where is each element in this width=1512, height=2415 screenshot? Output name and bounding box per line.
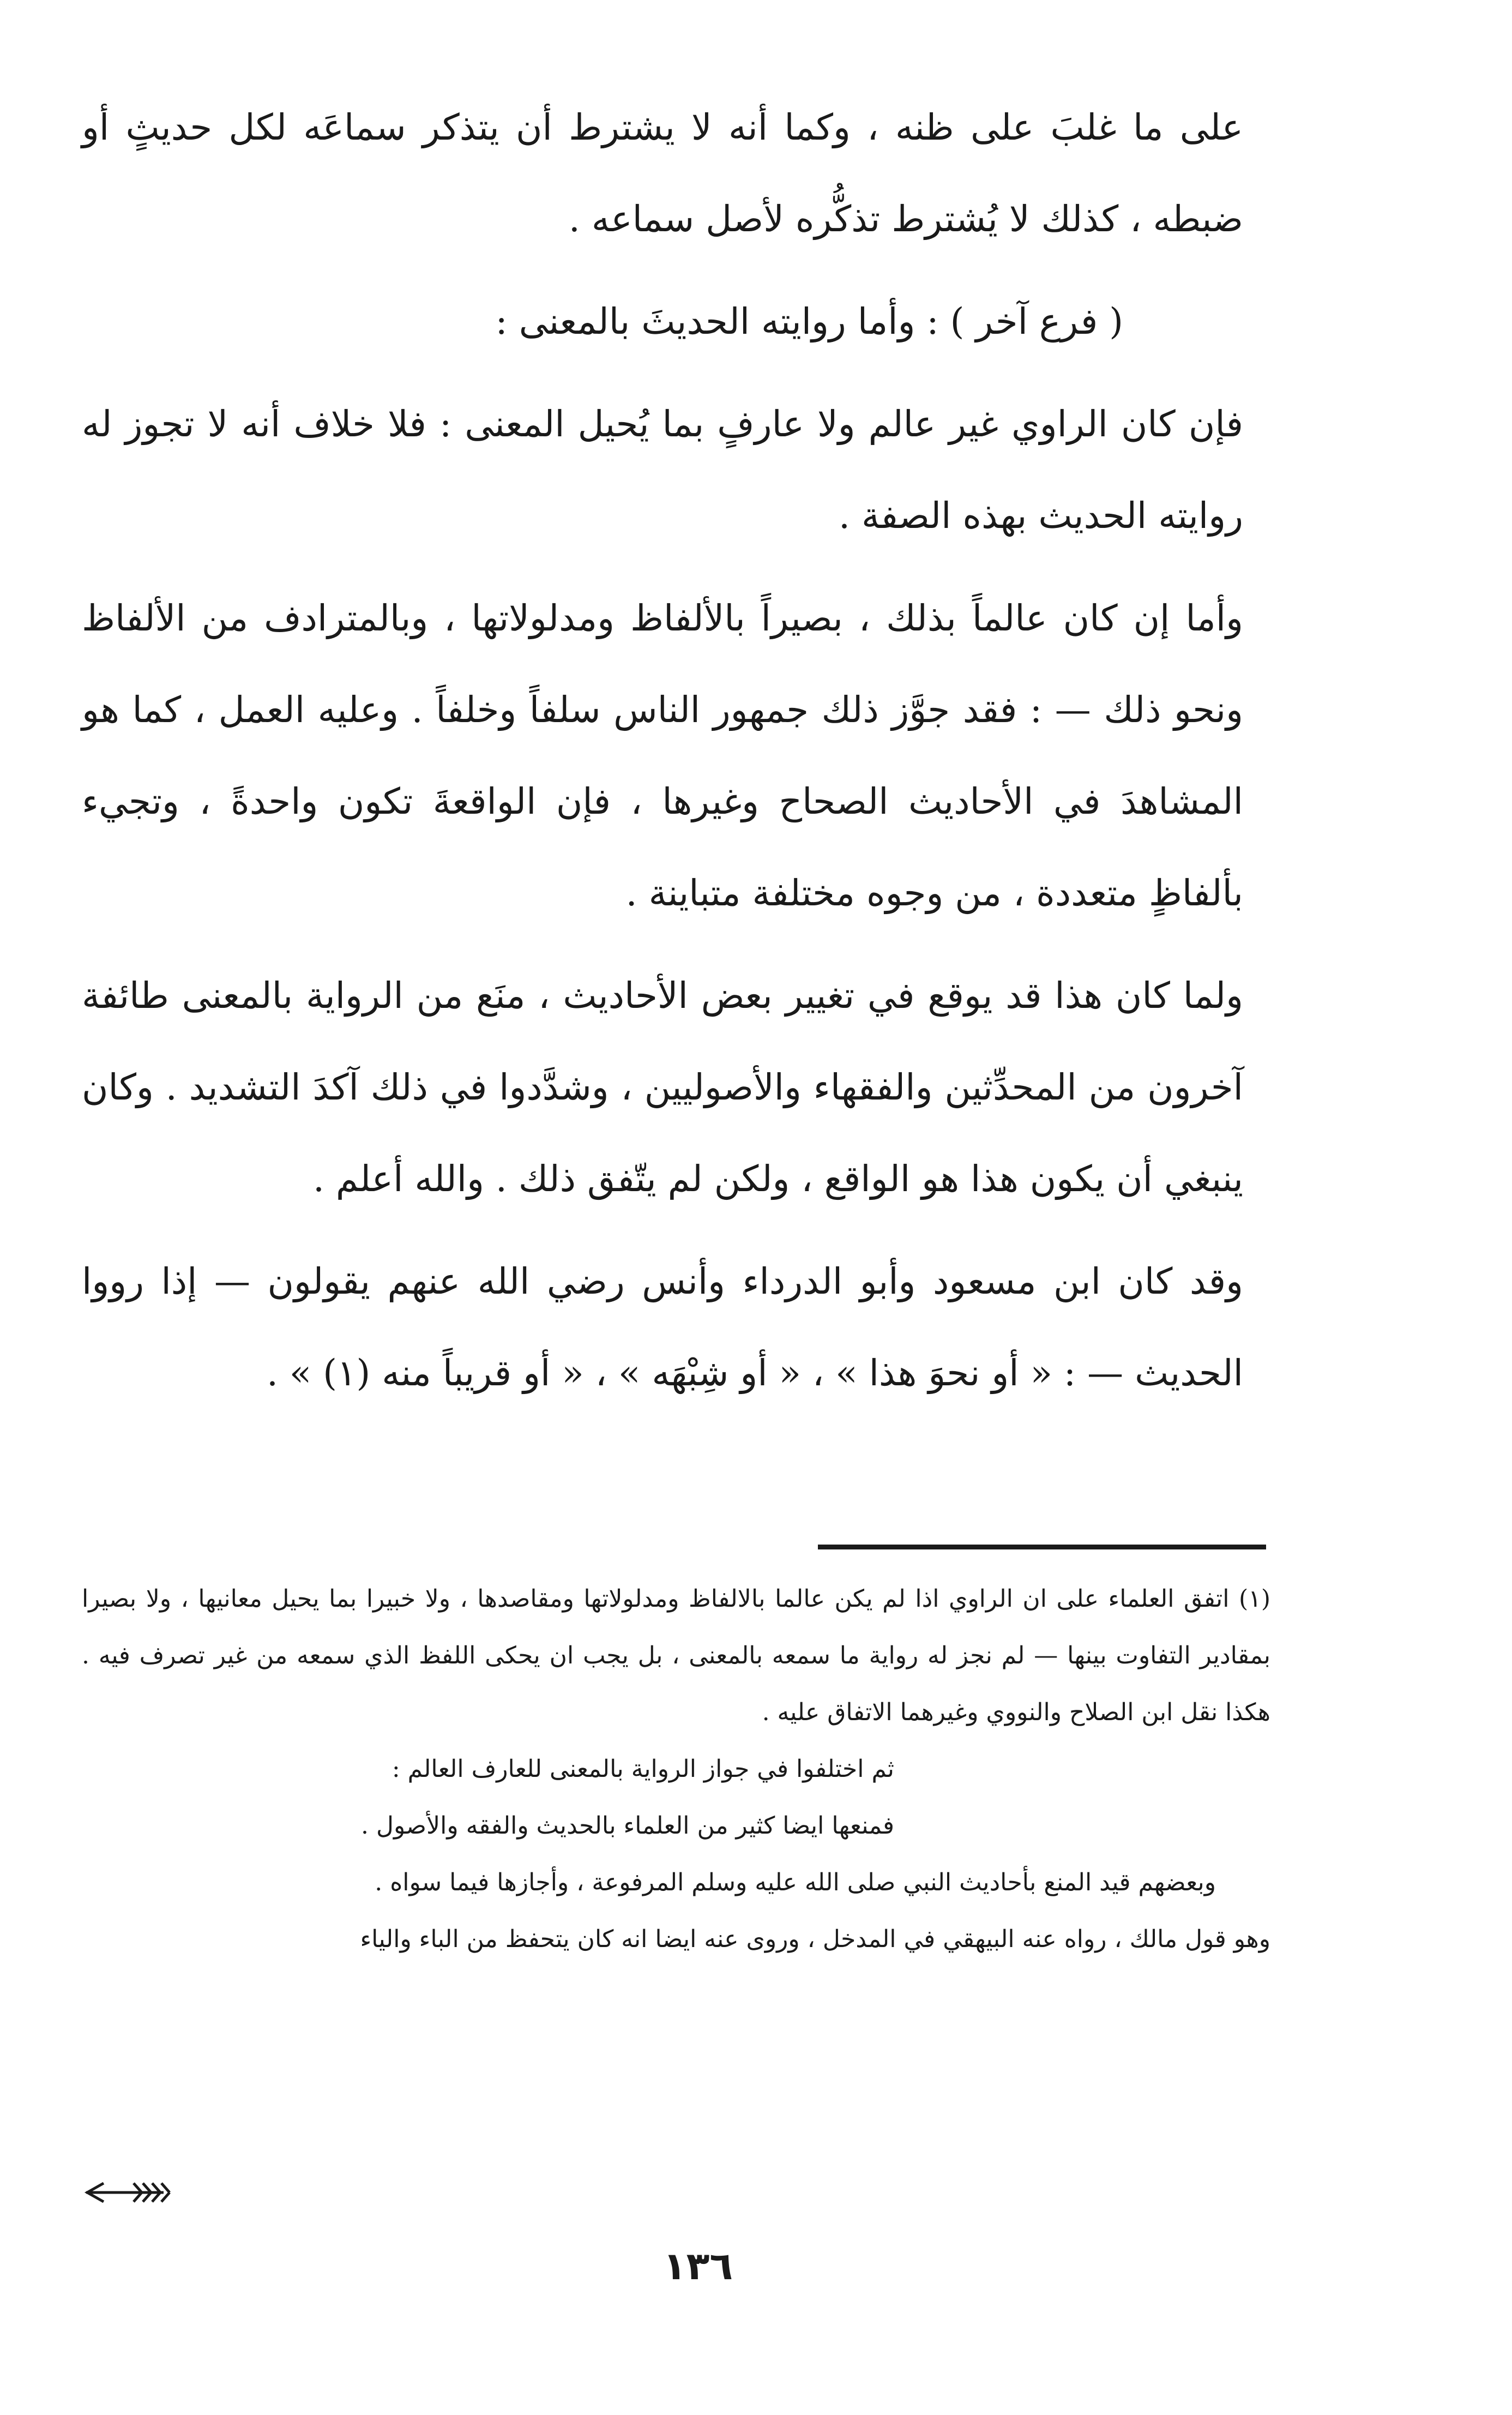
paragraph: وقد كان ابن مسعود وأبو الدرداء وأنس رضي الله عنهم يقولون — إذا رووا الحديث — : « أو نحوَ هذا » ، « أو شِبْهَه » ، « أو قريباً منه (١) » . — [82, 1260, 1243, 1394]
arrow-icon — [82, 2179, 174, 2206]
footnote: (١) اتفق العلماء على ان الراوي اذا لم يكن عالما بالالفاظ ومدلولاتها ومقاصدها ، ولا خبيرا بما يحيل معانيها ، ولا بصيرا بمقادير التفاوت بينها — لم نجز له رواية ما سمعه بالمعنى ، بل يجب ان يحكى اللفظ الذي سمعه من غير تصرف فيه . هكذا نقل ابن الصلاح والنووي وغيرهما الاتفاق عليه . — [82, 1585, 1270, 1726]
footnote-separator — [818, 1545, 1266, 1549]
page-number: ١٣٦ — [662, 2244, 733, 2288]
paragraph: ولما كان هذا قد يوقع في تغيير بعض الأحاديث ، منَع من الرواية بالمعنى طائفة آخرون من المحدِّثين والفقهاء والأصوليين ، وشدَّدوا في ذلك آكدَ التشديد . وكان ينبغي أن يكون هذا هو الواقع ، ولكن لم يتّفق ذلك . والله أعلم . — [82, 975, 1243, 1200]
footnote: وهو قول مالك ، رواه عنه البيهقي في المدخل ، وروى عنه ايضا انه كان يتحفظ من الباء والياء — [360, 1925, 1270, 1953]
paragraph: فإن كان الراوي غير عالم ولا عارفٍ بما يُحيل المعنى : فلا خلاف أنه لا تجوز له روايته الحديث بهذه الصفة . — [82, 403, 1243, 537]
main-text — [82, 82, 1243, 1430]
footnote: وبعضهم قيد المنع بأحاديث النبي صلى الله عليه وسلم المرفوعة ، وأجازها فيما سواه . — [375, 1869, 1216, 1896]
footnote: فمنعها ايضا كثير من العلماء بالحديث والفقه والأصول . — [361, 1812, 894, 1840]
footnotes — [82, 1571, 1270, 1968]
paragraph: وأما إن كان عالماً بذلك ، بصيراً بالألفاظ ومدلولاتها ، وبالمترادف من الألفاظ ونحو ذلك — : فقد جوَّز ذلك جمهور الناس سلفاً وخلفاً . وعليه العمل ، كما هو المشاهدَ في الأحاديث الصحاح وغيرها ، فإن الواقعةَ تكون واحدةً ، وتجيء بألفاظٍ متعددة ، من وجوه مختلفة متباينة . — [82, 597, 1243, 914]
footnote: ثم اختلفوا في جواز الرواية بالمعنى للعارف العالم : — [391, 1755, 894, 1783]
paragraph: على ما غلبَ على ظنه ، وكما أنه لا يشترط أن يتذكر سماعَه لكل حديثٍ أو ضبطه ، كذلك لا يُشترط تذكُّره لأصل سماعه . — [82, 106, 1243, 240]
section-heading: ( فرع آخر ) : وأما روايته الحديثَ بالمعنى : — [495, 301, 1123, 343]
